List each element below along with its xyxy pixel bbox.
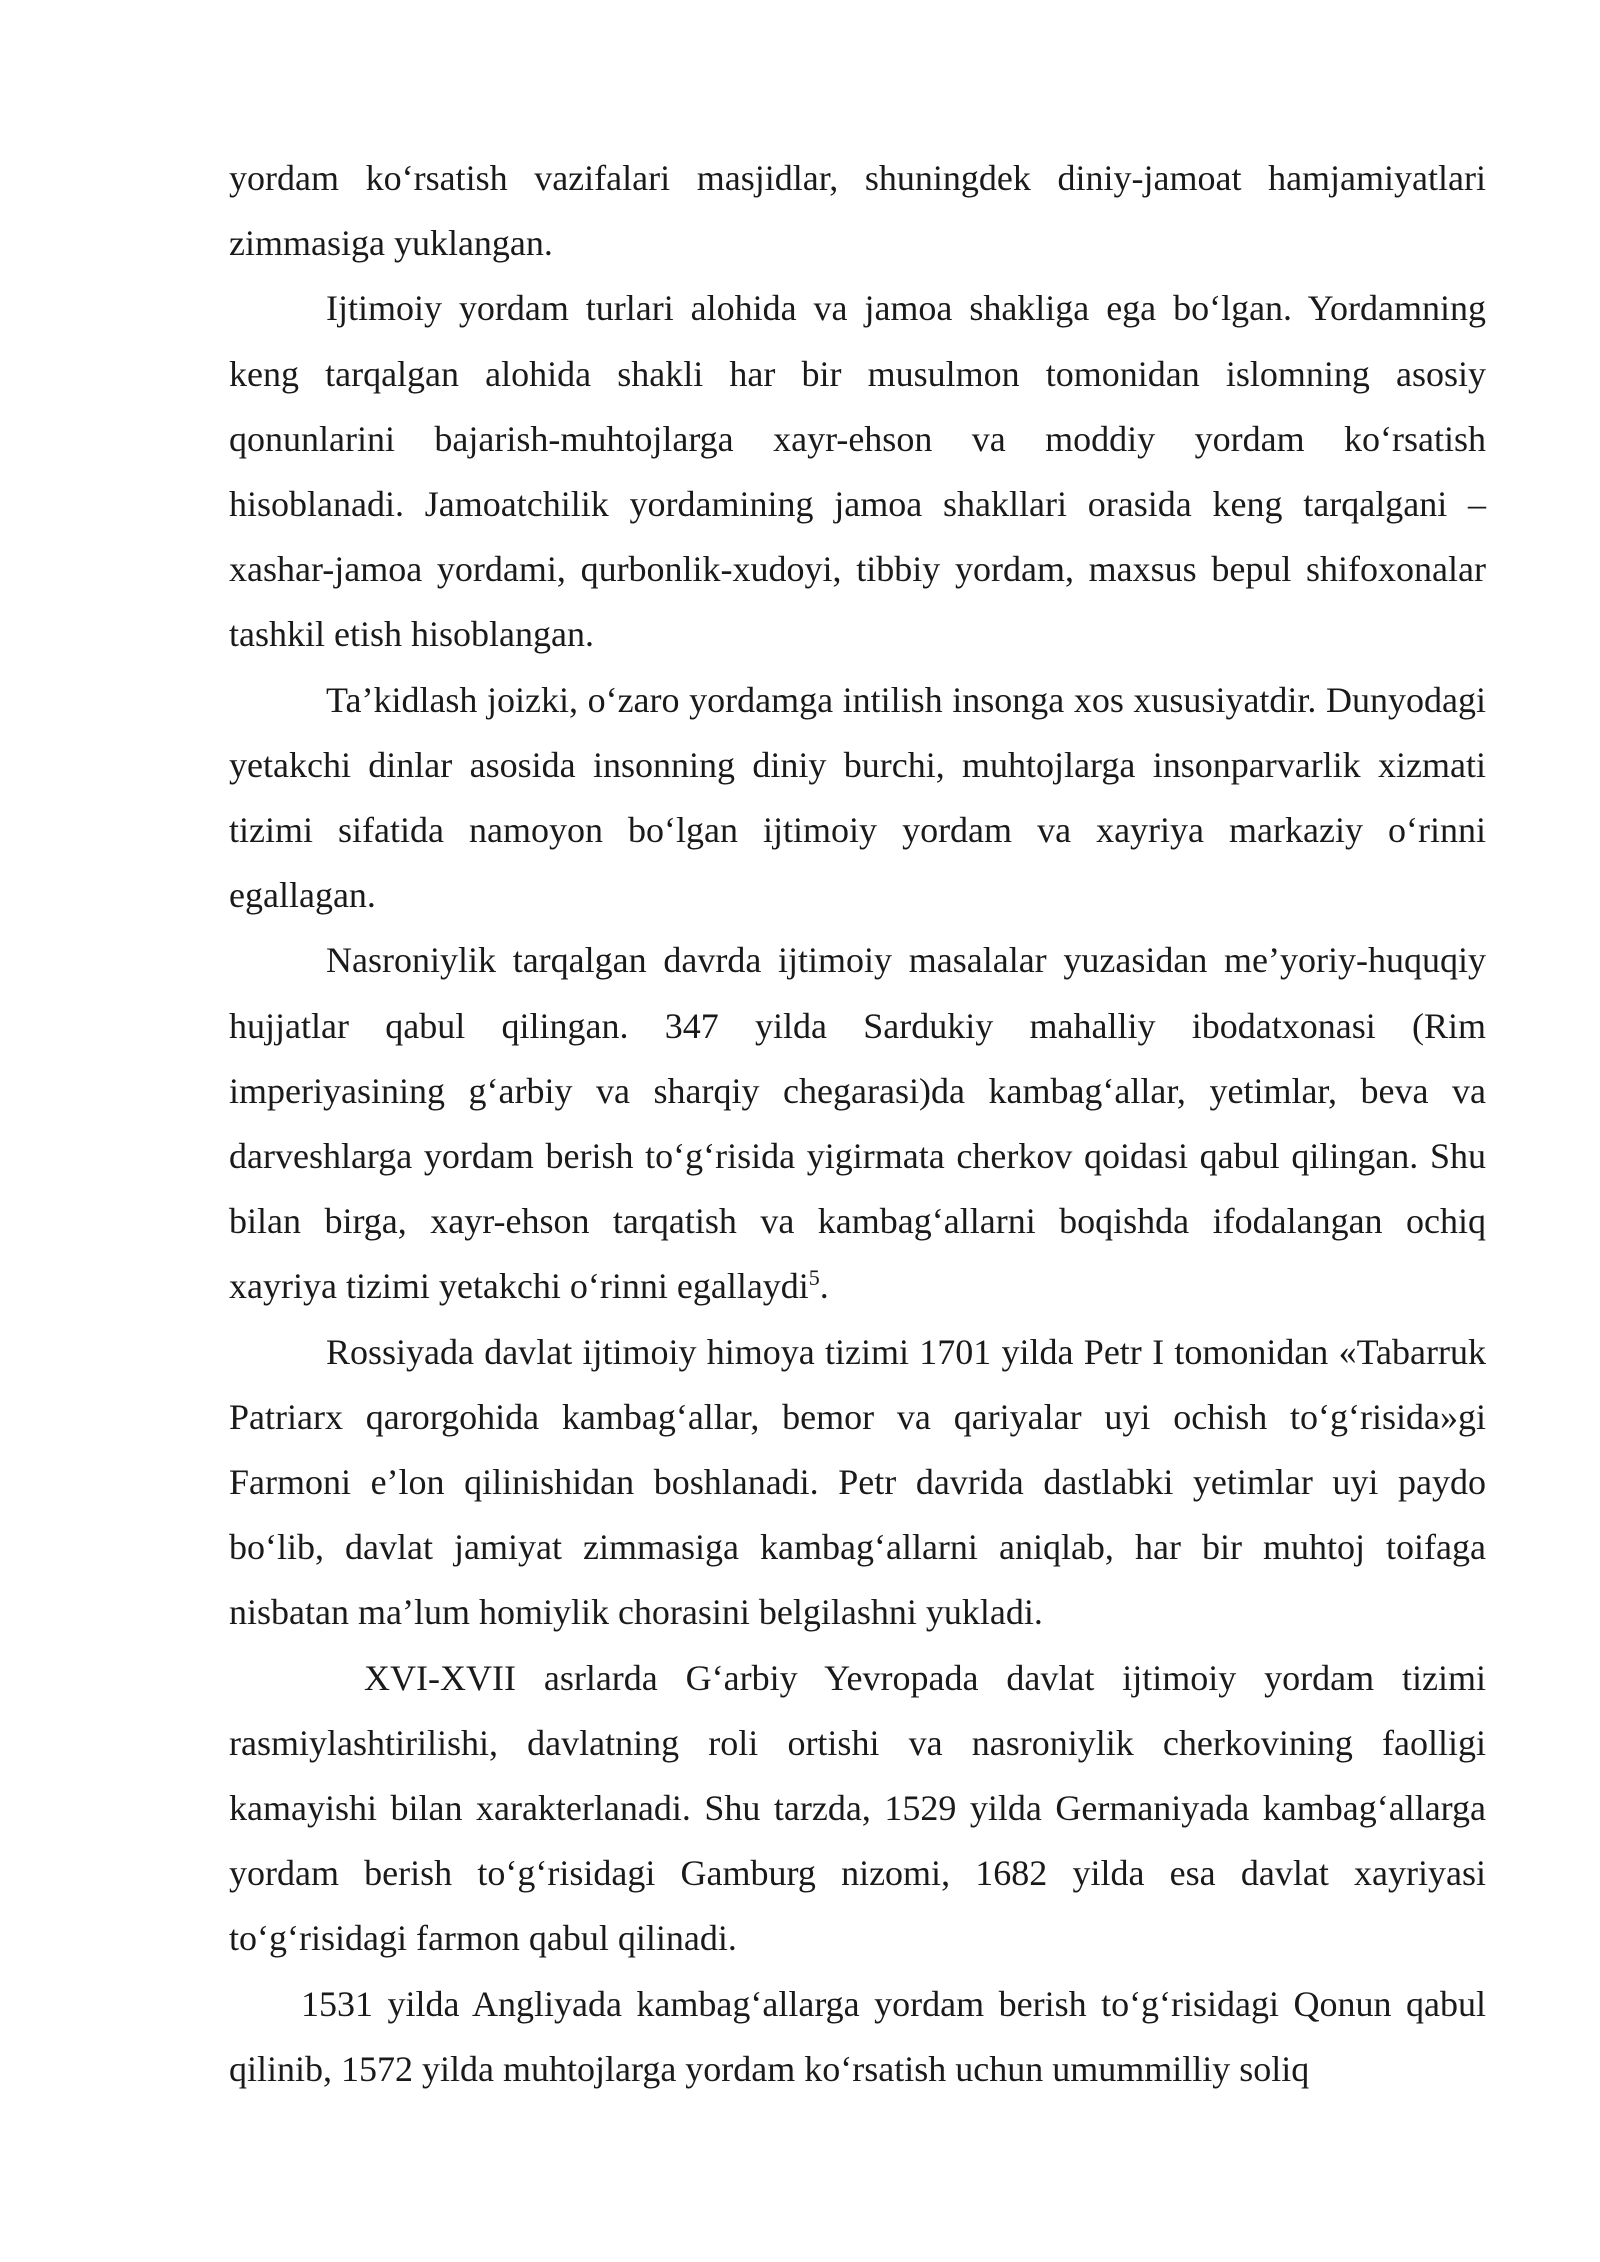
- paragraph-1: yordam ko‘rsatish vazifalari masjidlar, shuningdek diniy-jamoat hamjamiyatlari zimmasiga yuklangan.: [229, 158, 1486, 264]
- paragraph-4: [229, 928, 1486, 1319]
- paragraph-3: Ta’kidlash joizki, o‘zaro yordamga intilish insonga xos xususiyatdir. Dunyodagi yetakchi dinlar asosida insonning diniy burchi, muhtojlarga insonparvarlik xizmati tizimi sifatida namoyon bo‘lgan ijtimoiy yordam va xayriya markaziy o‘rinni egallagan.: [229, 679, 1486, 916]
- paragraph-2: Ijtimoiy yordam turlari alohida va jamoa shakliga ega bo‘lgan. Yordamning keng tarqalgan alohida shakli har bir musulmon tomonidan islomning asosiy qonunlarini bajarish-muhtojlarga xayr-ehson va moddiy yordam ko‘rsatish hisoblanadi. Jamoatchilik yordamining jamoa shakllari orasida keng tarqalgani – xashar-jamoa yordami, qurbonlik-xudoyi, tibbiy yordam, maxsus bepul shifoxonalar tashkil etish hisoblangan.: [229, 288, 1486, 655]
- document-body: [229, 146, 1486, 2102]
- paragraph-4-text: Nasroniylik tarqalgan davrda ijtimoiy masalalar yuzasidan me’yoriy-huquqiy hujjatlar qabul qilingan. 347 yilda Sardukiy mahalliy ibodatxonasi (Rim imperiyasining g‘arbiy va sharqiy chegarasi)da kambag‘allar, yetimlar, beva va darveshlarga yordam berish to‘g‘risida yigirmata cherkov qoidasi qabul qilingan. Shu bilan birga, xayr-ehson tarqatish va kambag‘allarni boqishda ifodalangan ochiq xayriya tizimi yetakchi o‘rinni egallaydi: [229, 940, 1486, 1307]
- paragraph-7: 1531 yilda Angliyada kambag‘allarga yordam berish to‘g‘risidagi Qonun qabul qilinib, 1572 yilda muhtojlarga yordam ko‘rsatish uchun umummilliy soliq: [229, 1983, 1486, 2089]
- footnote-reference[interactable]: 5: [808, 1265, 820, 1291]
- paragraph-5: Rossiyada davlat ijtimoiy himoya tizimi 1701 yilda Petr I tomonidan «Tabarruk Patriarx qarorgohida kambag‘allar, bemor va qariyalar uyi ochish to‘g‘risida»gi Farmoni e’lon qilinishidan boshlanadi. Petr davrida dastlabki yetimlar uyi paydo bo‘lib, davlat jamiyat zimmasiga kambag‘allarni aniqlab, har bir muhtoj toifaga nisbatan ma’lum homiylik chorasini belgilashni yukladi.: [229, 1331, 1486, 1633]
- paragraph-6: XVI-XVII asrlarda G‘arbiy Yevropada davlat ijtimoiy yordam tizimi rasmiylashtirilishi, davlatning roli ortishi va nasroniylik cherkovining faolligi kamayishi bilan xarakterlanadi. Shu tarzda, 1529 yilda Germaniyada kambag‘allarga yordam berish to‘g‘risidagi Gamburg nizomi, 1682 yilda esa davlat xayriyasi to‘g‘risidagi farmon qabul qilinadi.: [229, 1657, 1486, 1959]
- paragraph-4-tail: .: [819, 1266, 829, 1307]
